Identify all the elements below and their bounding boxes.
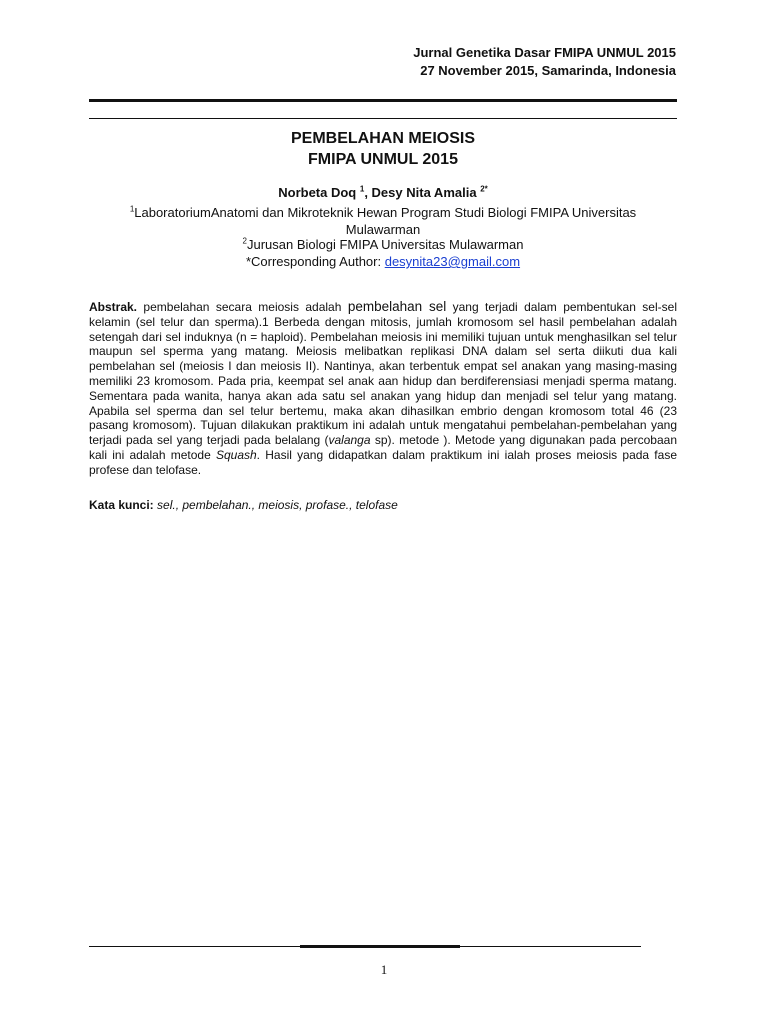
affiliation-1-line-1: LaboratoriumAnatomi dan Mikroteknik Hewan Program Studi Biologi FMIPA Universitas xyxy=(134,205,637,220)
keywords-values: sel., pembelahan., meiosis, profase., telofase xyxy=(153,498,398,512)
affiliation-2 xyxy=(89,236,677,253)
abstract-text-2: yang terjadi dalam pembentukan sel-sel kelamin (sel telur dan sperma).1 Berbeda dengan mitosis, jumlah kromosom sel hasil pembelahan adalah setengah dari sel induknya (n = haploid). Pembelahan meiosis ini memiliki tujuan untuk menghasilkan sel telur maupun sel sperma yang matang. Meiosis melibatkan replikasi DNA dalam sel serta diikuti dua kali pembelahan sel (meiosis I dan meiosis II). Nantinya, akan terbentuk empat sel anakan yang masing-masing memiliki 23 kromosom. Pada pria, keempat sel anak aan hidup dan berdiferensiasi menjadi sperma matang. Sementara pada wanita, hanya akan ada satu sel anakan yang hidup dan menjadi sel telur yang matang. Apabila sel sperma dan sel telur bertemu, maka akan dihasilkan embrio dengan kromosom total 46 (23 pasang kromosom). Tujuan dilakukan praktikum ini adalah untuk mengatahui pembelahan-pembelahan yang terjadi pada sel yang terjadi pada belalang ( xyxy=(89,300,677,448)
author-list xyxy=(89,185,677,200)
title-line-2: FMIPA UNMUL 2015 xyxy=(308,151,458,168)
abstract-label: Abstrak. xyxy=(89,300,138,314)
footer-rule-thick xyxy=(300,945,460,948)
title-line-1: PEMBELAHAN MEIOSIS xyxy=(290,130,475,147)
affiliation-2-text: Jurusan Biologi FMIPA Universitas Mulawarman xyxy=(246,237,524,252)
abstract-method: Squash xyxy=(215,447,257,462)
affiliation-1-line-2: Mulawarman xyxy=(345,222,421,237)
keywords-label: Kata kunci: xyxy=(89,498,154,512)
abstract-text-4: . Hasil yang didapatkan dalam praktikum ini ialah proses meiosis pada fase profese dan telofase. xyxy=(89,447,677,477)
journal-header xyxy=(413,44,676,80)
author-2-affiliation-mark: 2* xyxy=(480,184,488,194)
corresponding-email-link[interactable]: desynita23@gmail.com xyxy=(384,254,521,269)
author-2: Desy Nita Amalia xyxy=(371,185,477,200)
affiliation-2-mark: 2 xyxy=(242,236,247,246)
author-1-affiliation-mark: 1 xyxy=(359,184,365,194)
abstract xyxy=(89,300,677,478)
affiliation-1 xyxy=(89,204,677,238)
conference-date-place: 27 November 2015, Samarinda, Indonesia xyxy=(420,63,676,78)
corresponding-label: *Corresponding Author: xyxy=(245,254,385,269)
affiliation-1-mark: 1 xyxy=(129,204,135,214)
page-number: 1 xyxy=(380,962,388,977)
corresponding-author xyxy=(89,253,677,270)
abstract-text-1: pembelahan secara meiosis adalah xyxy=(137,300,348,314)
author-separator: , xyxy=(364,185,372,200)
paper-title xyxy=(89,128,677,170)
abstract-species: valanga xyxy=(328,433,371,448)
header-rule-thin xyxy=(89,118,677,119)
header-rule-thick xyxy=(89,99,677,102)
author-1: Norbeta Doq xyxy=(278,185,357,200)
journal-name: Jurnal Genetika Dasar FMIPA UNMUL 2015 xyxy=(413,45,676,60)
abstract-highlight: pembelahan sel xyxy=(347,299,447,314)
abstract-text-3: sp). metode ). Metode yang digunakan pada percobaan kali ini adalah metode xyxy=(89,433,678,462)
keywords xyxy=(89,498,677,512)
